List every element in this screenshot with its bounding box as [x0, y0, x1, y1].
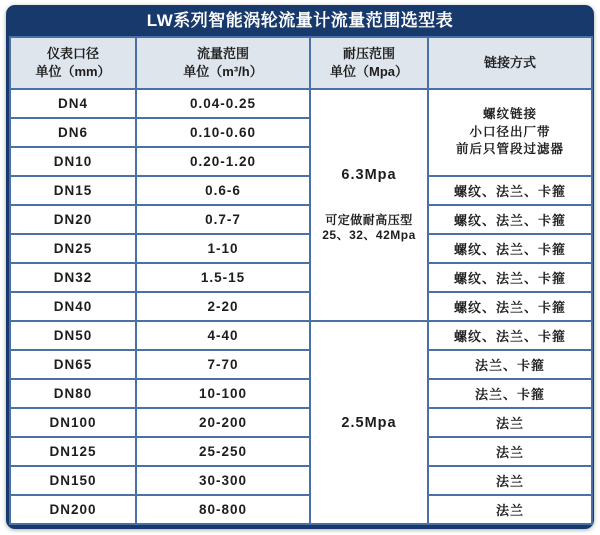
table-row	[10, 89, 592, 118]
flow-cell: 1.5-15	[136, 263, 310, 292]
link-cell: 法兰	[428, 495, 592, 524]
table-row	[10, 379, 592, 408]
col-header-unit: 单位（m³/h）	[183, 64, 263, 79]
table-row	[10, 350, 592, 379]
caliber-cell: DN6	[10, 118, 136, 147]
link-line: 前后只管段过滤器	[455, 142, 564, 157]
flow-cell: 30-300	[136, 466, 310, 495]
link-cell: 螺纹、法兰、卡箍	[428, 205, 592, 234]
flow-cell: 25-250	[136, 437, 310, 466]
flow-cell: 0.6-6	[136, 176, 310, 205]
pressure-note-line: 可定做耐高压型	[325, 213, 413, 227]
col-header-title: 流量范围	[196, 46, 249, 61]
flow-cell: 0.10-0.60	[136, 118, 310, 147]
caliber-cell: DN50	[10, 321, 136, 350]
col-header-caliber	[10, 37, 136, 89]
link-line: 小口径出厂带	[469, 124, 551, 139]
pressure-value: 2.5Mpa	[341, 414, 397, 431]
link-cell: 法兰	[428, 437, 592, 466]
link-cell: 法兰、卡箍	[428, 379, 592, 408]
spec-table-card	[6, 5, 594, 529]
table-row	[10, 263, 592, 292]
table-title: LW系列智能涡轮流量计流量范围选型表	[146, 11, 454, 30]
link-cell: 法兰、卡箍	[428, 350, 592, 379]
col-header-title: 耐压范围	[342, 46, 395, 61]
link-cell: 螺纹、法兰、卡箍	[428, 176, 592, 205]
table-row	[10, 176, 592, 205]
caliber-cell: DN15	[10, 176, 136, 205]
flow-range-selection-table	[9, 36, 593, 525]
flow-cell: 0.7-7	[136, 205, 310, 234]
table-row	[10, 408, 592, 437]
table-row	[10, 321, 592, 350]
caliber-cell: DN100	[10, 408, 136, 437]
link-cell: 螺纹、法兰、卡箍	[428, 292, 592, 321]
table-row	[10, 234, 592, 263]
pressure-value: 6.3Mpa	[341, 167, 397, 183]
caliber-cell: DN150	[10, 466, 136, 495]
pressure-cell-25mpa	[310, 321, 428, 524]
table-wrapper	[9, 36, 591, 525]
link-cell: 螺纹、法兰、卡箍	[428, 321, 592, 350]
flow-cell: 10-100	[136, 379, 310, 408]
flow-cell: 0.20-1.20	[136, 147, 310, 176]
pressure-note	[311, 213, 427, 243]
caliber-cell: DN80	[10, 379, 136, 408]
flow-cell: 2-20	[136, 292, 310, 321]
flow-cell: 7-70	[136, 350, 310, 379]
flow-cell: 80-800	[136, 495, 310, 524]
table-row	[10, 205, 592, 234]
link-cell: 法兰	[428, 408, 592, 437]
caliber-cell: DN200	[10, 495, 136, 524]
caliber-cell: DN10	[10, 147, 136, 176]
flow-cell: 0.04-0.25	[136, 89, 310, 118]
caliber-cell: DN125	[10, 437, 136, 466]
caliber-cell: DN20	[10, 205, 136, 234]
link-cell: 法兰	[428, 466, 592, 495]
pressure-cell-63mpa	[310, 89, 428, 321]
caliber-cell: DN40	[10, 292, 136, 321]
col-header-connection	[428, 37, 592, 89]
col-header-unit: 单位（mm）	[35, 64, 111, 79]
col-header-pressure-range	[310, 37, 428, 89]
link-cell: 螺纹、法兰、卡箍	[428, 234, 592, 263]
flow-cell: 20-200	[136, 408, 310, 437]
table-row	[10, 466, 592, 495]
caliber-cell: DN32	[10, 263, 136, 292]
pressure-note-line: 25、32、42Mpa	[322, 228, 416, 242]
col-header-title: 链接方式	[483, 55, 536, 70]
link-cell-small-caliber	[428, 89, 592, 176]
flow-cell: 4-40	[136, 321, 310, 350]
caliber-cell: DN65	[10, 350, 136, 379]
flow-cell: 1-10	[136, 234, 310, 263]
col-header-flow-range	[136, 37, 310, 89]
link-line: 螺纹链接	[482, 107, 537, 122]
table-row	[10, 292, 592, 321]
header-row	[10, 37, 592, 89]
caliber-cell: DN25	[10, 234, 136, 263]
col-header-title: 仪表口径	[46, 46, 99, 61]
caliber-cell: DN4	[10, 89, 136, 118]
link-cell: 螺纹、法兰、卡箍	[428, 263, 592, 292]
col-header-unit: 单位（Mpa）	[329, 64, 408, 79]
table-row	[10, 437, 592, 466]
table-row	[10, 495, 592, 524]
